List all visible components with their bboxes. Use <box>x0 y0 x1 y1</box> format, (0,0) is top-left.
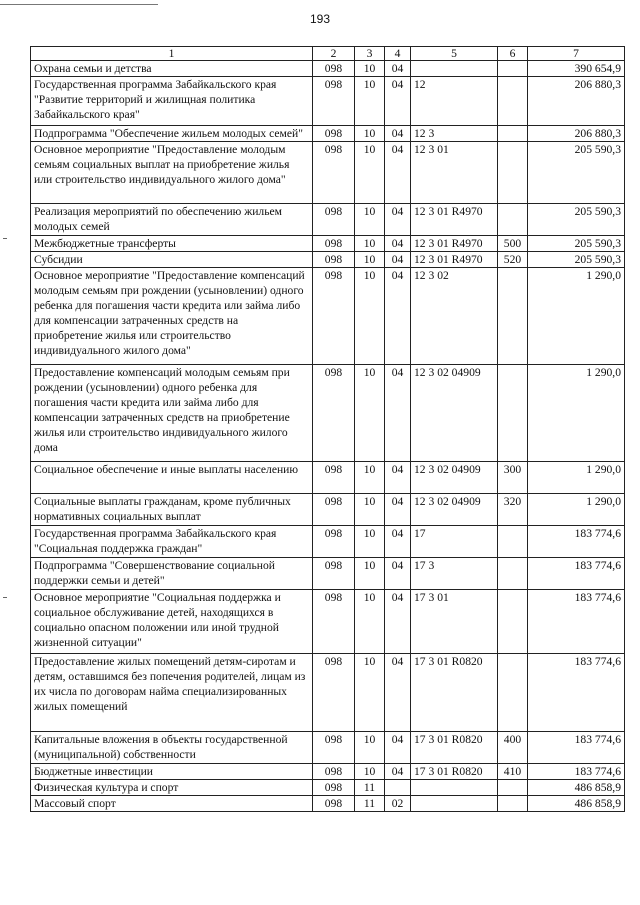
amount: 486 858,9 <box>528 780 625 796</box>
code-target: 12 3 02 04909 <box>411 365 498 462</box>
code-subsection: 04 <box>385 365 411 462</box>
code-target: 12 3 01 R4970 <box>411 252 498 268</box>
code-ministry: 098 <box>313 365 355 462</box>
code-subsection <box>385 780 411 796</box>
code-expense-type: 410 <box>498 764 528 780</box>
code-ministry: 098 <box>313 126 355 142</box>
table-row <box>31 654 625 732</box>
table-row <box>31 142 625 204</box>
row-name: Охрана семьи и детства <box>31 61 313 77</box>
code-expense-type <box>498 142 528 204</box>
row-name: Предоставление жилых помещений детям-сиротам и детям, оставшимся без попечения родителей, лицам из их числа по договорам найма специализированных жилых помещений <box>31 654 313 732</box>
code-section: 10 <box>355 204 385 236</box>
code-target: 12 3 <box>411 126 498 142</box>
column-header: 3 <box>355 47 385 61</box>
code-subsection: 04 <box>385 764 411 780</box>
code-section: 10 <box>355 142 385 204</box>
code-target: 17 <box>411 526 498 558</box>
amount: 183 774,6 <box>528 526 625 558</box>
table-row <box>31 77 625 126</box>
code-target: 12 3 01 R4970 <box>411 236 498 252</box>
table-row <box>31 61 625 77</box>
code-ministry: 098 <box>313 654 355 732</box>
code-expense-type <box>498 204 528 236</box>
code-ministry: 098 <box>313 61 355 77</box>
header-row <box>31 47 625 61</box>
code-subsection: 04 <box>385 77 411 126</box>
row-name: Реализация мероприятий по обеспечению жильем молодых семей <box>31 204 313 236</box>
code-section: 10 <box>355 526 385 558</box>
amount: 183 774,6 <box>528 764 625 780</box>
code-expense-type <box>498 126 528 142</box>
code-expense-type <box>498 268 528 365</box>
code-target: 17 3 01 R0820 <box>411 764 498 780</box>
top-rule <box>0 4 158 5</box>
code-target: 12 <box>411 77 498 126</box>
amount: 206 880,3 <box>528 126 625 142</box>
amount: 205 590,3 <box>528 142 625 204</box>
amount: 205 590,3 <box>528 236 625 252</box>
code-expense-type: 320 <box>498 494 528 526</box>
code-ministry: 098 <box>313 590 355 654</box>
table-row <box>31 796 625 812</box>
row-name: Основное мероприятие "Социальная поддержка и социальное обслуживание детей, находящихся в социально опасном положении или иной трудной жизненной ситуации" <box>31 590 313 654</box>
amount: 183 774,6 <box>528 590 625 654</box>
code-subsection: 04 <box>385 590 411 654</box>
code-section: 10 <box>355 77 385 126</box>
code-target <box>411 61 498 77</box>
code-section: 10 <box>355 462 385 494</box>
code-ministry: 098 <box>313 796 355 812</box>
column-header: 7 <box>528 47 625 61</box>
row-name: Физическая культура и спорт <box>31 780 313 796</box>
column-header: 6 <box>498 47 528 61</box>
code-ministry: 098 <box>313 732 355 764</box>
code-section: 10 <box>355 558 385 590</box>
table-row <box>31 764 625 780</box>
amount: 1 290,0 <box>528 494 625 526</box>
code-target: 12 3 02 <box>411 268 498 365</box>
amount: 206 880,3 <box>528 77 625 126</box>
table-row <box>31 526 625 558</box>
code-subsection: 04 <box>385 268 411 365</box>
row-name: Государственная программа Забайкальского края "Развитие территорий и жилищная политика Забайкальского края" <box>31 77 313 126</box>
code-expense-type <box>498 558 528 590</box>
amount: 205 590,3 <box>528 252 625 268</box>
table-row <box>31 494 625 526</box>
code-expense-type <box>498 526 528 558</box>
code-ministry: 098 <box>313 526 355 558</box>
row-name: Капитальные вложения в объекты государственной (муниципальной) собственности <box>31 732 313 764</box>
row-name: Государственная программа Забайкальского края "Социальная поддержка граждан" <box>31 526 313 558</box>
row-name: Подпрограмма "Совершенствование социальной поддержки семьи и детей" <box>31 558 313 590</box>
code-section: 10 <box>355 268 385 365</box>
amount: 183 774,6 <box>528 654 625 732</box>
table-row <box>31 126 625 142</box>
row-name: Основное мероприятие "Предоставление молодым семьям социальных выплат на приобретение жилья или строительство индивидуального жилого дома" <box>31 142 313 204</box>
code-ministry: 098 <box>313 204 355 236</box>
table-row <box>31 268 625 365</box>
table-row <box>31 365 625 462</box>
code-ministry: 098 <box>313 142 355 204</box>
code-section: 10 <box>355 590 385 654</box>
column-header: 1 <box>31 47 313 61</box>
code-target: 12 3 01 <box>411 142 498 204</box>
amount: 1 290,0 <box>528 365 625 462</box>
table-row <box>31 236 625 252</box>
row-name: Предоставление компенсаций молодым семьям при рождении (усыновлении) одного ребенка для погашения части кредита или займа либо для компенсации затраченных средств на приобретение жилья или строительство индивидуального жилого дома <box>31 365 313 462</box>
code-ministry: 098 <box>313 558 355 590</box>
code-ministry: 098 <box>313 462 355 494</box>
code-section: 10 <box>355 654 385 732</box>
table-row <box>31 590 625 654</box>
code-expense-type <box>498 654 528 732</box>
code-ministry: 098 <box>313 268 355 365</box>
code-target: 17 3 01 R0820 <box>411 732 498 764</box>
code-expense-type: 400 <box>498 732 528 764</box>
code-target: 12 3 01 R4970 <box>411 204 498 236</box>
code-expense-type <box>498 77 528 126</box>
code-subsection: 04 <box>385 654 411 732</box>
code-expense-type <box>498 590 528 654</box>
code-expense-type <box>498 61 528 77</box>
code-section: 10 <box>355 236 385 252</box>
code-target <box>411 780 498 796</box>
code-target: 17 3 01 <box>411 590 498 654</box>
page-number: 193 <box>309 12 331 26</box>
amount: 183 774,6 <box>528 558 625 590</box>
code-subsection: 04 <box>385 462 411 494</box>
code-subsection: 04 <box>385 526 411 558</box>
code-subsection: 04 <box>385 494 411 526</box>
column-header: 2 <box>313 47 355 61</box>
code-target: 12 3 02 04909 <box>411 494 498 526</box>
code-subsection: 04 <box>385 236 411 252</box>
column-header: 5 <box>411 47 498 61</box>
code-expense-type: 520 <box>498 252 528 268</box>
row-name: Подпрограмма "Обеспечение жильем молодых семей" <box>31 126 313 142</box>
column-header: 4 <box>385 47 411 61</box>
code-section: 10 <box>355 494 385 526</box>
code-ministry: 098 <box>313 764 355 780</box>
code-target: 17 3 01 R0820 <box>411 654 498 732</box>
code-ministry: 098 <box>313 780 355 796</box>
code-section: 10 <box>355 252 385 268</box>
code-target <box>411 796 498 812</box>
row-name: Социальное обеспечение и иные выплаты населению <box>31 462 313 494</box>
amount: 486 858,9 <box>528 796 625 812</box>
table-row <box>31 252 625 268</box>
code-subsection: 02 <box>385 796 411 812</box>
table-row <box>31 462 625 494</box>
table-row <box>31 558 625 590</box>
code-section: 10 <box>355 61 385 77</box>
margin-mark <box>3 238 7 239</box>
code-expense-type <box>498 780 528 796</box>
amount: 1 290,0 <box>528 462 625 494</box>
code-ministry: 098 <box>313 494 355 526</box>
row-name: Межбюджетные трансферты <box>31 236 313 252</box>
code-subsection: 04 <box>385 126 411 142</box>
table-row <box>31 732 625 764</box>
code-subsection: 04 <box>385 252 411 268</box>
code-subsection: 04 <box>385 558 411 590</box>
code-expense-type: 500 <box>498 236 528 252</box>
code-expense-type <box>498 365 528 462</box>
code-target: 12 3 02 04909 <box>411 462 498 494</box>
row-name: Субсидии <box>31 252 313 268</box>
table-row <box>31 780 625 796</box>
code-section: 10 <box>355 365 385 462</box>
code-expense-type <box>498 796 528 812</box>
amount: 390 654,9 <box>528 61 625 77</box>
code-section: 10 <box>355 126 385 142</box>
code-subsection: 04 <box>385 142 411 204</box>
code-ministry: 098 <box>313 77 355 126</box>
row-name: Бюджетные инвестиции <box>31 764 313 780</box>
code-section: 11 <box>355 780 385 796</box>
amount: 1 290,0 <box>528 268 625 365</box>
amount: 205 590,3 <box>528 204 625 236</box>
code-target: 17 3 <box>411 558 498 590</box>
code-section: 10 <box>355 764 385 780</box>
code-section: 10 <box>355 732 385 764</box>
row-name: Социальные выплаты гражданам, кроме публичных нормативных социальных выплат <box>31 494 313 526</box>
code-ministry: 098 <box>313 252 355 268</box>
code-subsection: 04 <box>385 732 411 764</box>
code-subsection: 04 <box>385 204 411 236</box>
amount: 183 774,6 <box>528 732 625 764</box>
table-row <box>31 204 625 236</box>
row-name: Массовый спорт <box>31 796 313 812</box>
code-section: 11 <box>355 796 385 812</box>
code-subsection: 04 <box>385 61 411 77</box>
budget-table <box>30 46 625 812</box>
code-ministry: 098 <box>313 236 355 252</box>
margin-mark <box>3 597 7 598</box>
row-name: Основное мероприятие "Предоставление компенсаций молодым семьям при рождении (усыновлении) одного ребенка для погашения части кредита или займа либо для компенсации затраченных средств на приобретение жилья или строительство индивидуального жилого дома" <box>31 268 313 365</box>
code-expense-type: 300 <box>498 462 528 494</box>
